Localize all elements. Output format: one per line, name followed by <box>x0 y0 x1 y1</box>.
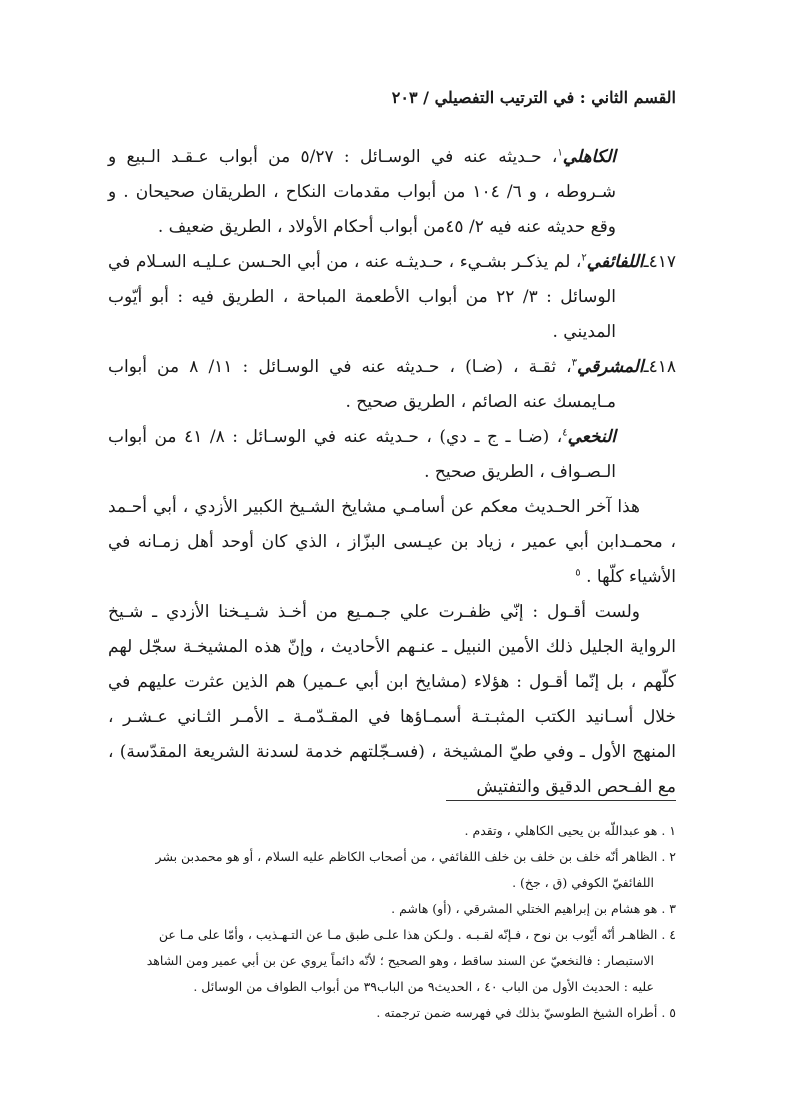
footnote-3 <box>108 896 676 922</box>
footnote-2 <box>108 844 676 870</box>
footnote-number: ٢ . <box>661 849 676 864</box>
entry-kahili <box>108 140 676 245</box>
footnote-text: الظاهـر أنّه أيّوب بن نوح ، فـإنّه لقـبـه . ولـكن هذا علـى طبق مـا عن التـهـذيب ، وأمّا على مـا عن <box>158 927 658 942</box>
running-header: القسم الثاني : في الترتيب التفصيلي / ٢٠٣ <box>391 88 676 107</box>
entry-nakhai <box>108 420 676 490</box>
footnote-text: عليه : الحديث الأول من الباب ٤٠ ، الحديث٩ من الباب٣٩ من أبواب الطواف من الوسائل . <box>193 979 654 994</box>
entry-number: ٤١٧ـ <box>643 252 676 272</box>
paragraph-text: هذا آخر الحـديث معكم عن أسامـي مشايخ الشـيخ الكبير الأزدي ، أبي أحـمد ، محمـدابن أبي عمير ، زياد بن عيـسى البزّاز ، الذي كان أوحد أهل زمـانه في الأشياء كلّها . <box>108 497 676 587</box>
footnote-4-cont-1 <box>108 948 676 974</box>
entry-text: ، حـديثه عنه في الوسـائل : ٥/٢٧ من أبواب عـقـد الـبيع و شـروطه ، و ٦/ ١٠٤ من أبواب مقدمات النكاح ، الطريقان صحيحان . و وقع حديثه عنه فيه ٢/ ٤٥من أبواب أحكام الأولاد ، الطريق ضعيف . <box>108 147 616 237</box>
footnote-number: ٤ . <box>661 927 676 942</box>
entry-text: ، (ضـا ـ ج ـ دي) ، حـديثه عنه في الوسـائل : ٨/ ٤١ من أبواب الـصـواف ، الطريق صحيح . <box>108 427 616 482</box>
footnote-ref[interactable]: ٢ <box>581 252 587 264</box>
closing-paragraph <box>108 490 676 595</box>
footnote-5 <box>108 1000 676 1026</box>
footnote-ref[interactable]: ١ <box>557 147 563 159</box>
narrator-name: اللفائفي <box>586 252 644 272</box>
footnote-text: الاستبصار : فالنخعيّ عن السند ساقط ، وهو الصحيح ؛ لأنّه دائماً يروي عن بن أبي عمير ومن الشاهد <box>146 953 654 968</box>
entry-417 <box>108 245 676 350</box>
narrator-name: الكاهلي <box>562 147 616 167</box>
entry-418 <box>108 350 676 420</box>
footnote-ref[interactable]: ٥ <box>575 567 581 579</box>
paragraph-text: ولست أقـول : إنّي ظفـرت علي جـمـيع من أخـذ شـيـخنا الأزدي ـ شـيخ الرواية الجليل ذلك الأمين النبيل ـ عنـهم الأحاديث ، وإنّ هذه المشيخـة سجّل لهم كلّهم ، بل إنّما أقـول : هؤلاء (مشايخ ابن أبي عـمير) هم الذين عثرت عليهم في خلال أسـانيد الكتب المثبـتـة أسمـاؤها في المقـدّمـة ـ الأمـر الثـاني عـشـر ، المنهج الأول ـ وفي طيّ المشيخة ، (فسـجّلتهم خدمة لسدنة الشريعة المقدّسة) ، مع الفـحص الدقيق والتفتيش <box>108 602 676 797</box>
footnote-number: ٥ . <box>661 1005 676 1020</box>
footnotes <box>108 818 676 1026</box>
narrator-name: المشرقي <box>577 357 644 377</box>
footnote-text: الظاهر أنّه خلف بن خلف بن خلف اللفائفي ، من أصحاب الكاظم عليه السلام ، أو هو محمدبن بشر <box>155 849 658 864</box>
footnote-number: ٣ . <box>661 901 676 916</box>
entry-text: ، ثقـة ، (ضـا) ، حـديثه عنه في الوسـائل : ١١/ ٨ من أبواب مـايمسك عنه الصائم ، الطريق صحيح . <box>108 357 616 412</box>
footnote-text: هو هشام بن إبراهيم الختلي المشرقي ، (أو) هاشم . <box>391 901 658 916</box>
footnote-4-cont-2 <box>108 974 676 1000</box>
footnote-separator <box>446 800 676 801</box>
footnote-1 <box>108 818 676 844</box>
footnote-text: هو عبداللّه بن يحيى الكاهلي ، وتقدم . <box>464 823 658 838</box>
footnote-text: أطراه الشيخ الطوسيّ بذلك في فهرسه ضمن ترجمته . <box>376 1005 658 1020</box>
footnote-4 <box>108 922 676 948</box>
footnote-number: ١ . <box>661 823 676 838</box>
narrator-name: النخعي <box>567 427 616 447</box>
footnote-ref[interactable]: ٣ <box>571 357 578 369</box>
entry-number: ٤١٨ـ <box>643 357 676 377</box>
entry-text: ، لم يذكـر بشـيء ، حـديثـه عنه ، من أبي الحـسن عـليـه السـلام في الوسائل : ٣/ ٢٢ من أبواب الأطعمة المباحة ، الطريق فيه : أبو أيّوب المديني . <box>108 252 616 342</box>
footnote-ref[interactable]: ٤ <box>562 427 568 439</box>
footnote-2-cont <box>108 870 676 896</box>
main-text <box>108 140 676 805</box>
footnote-text: اللفائفيّ الكوفي (ق ، جخ) . <box>512 875 654 890</box>
statement-paragraph <box>108 595 676 805</box>
